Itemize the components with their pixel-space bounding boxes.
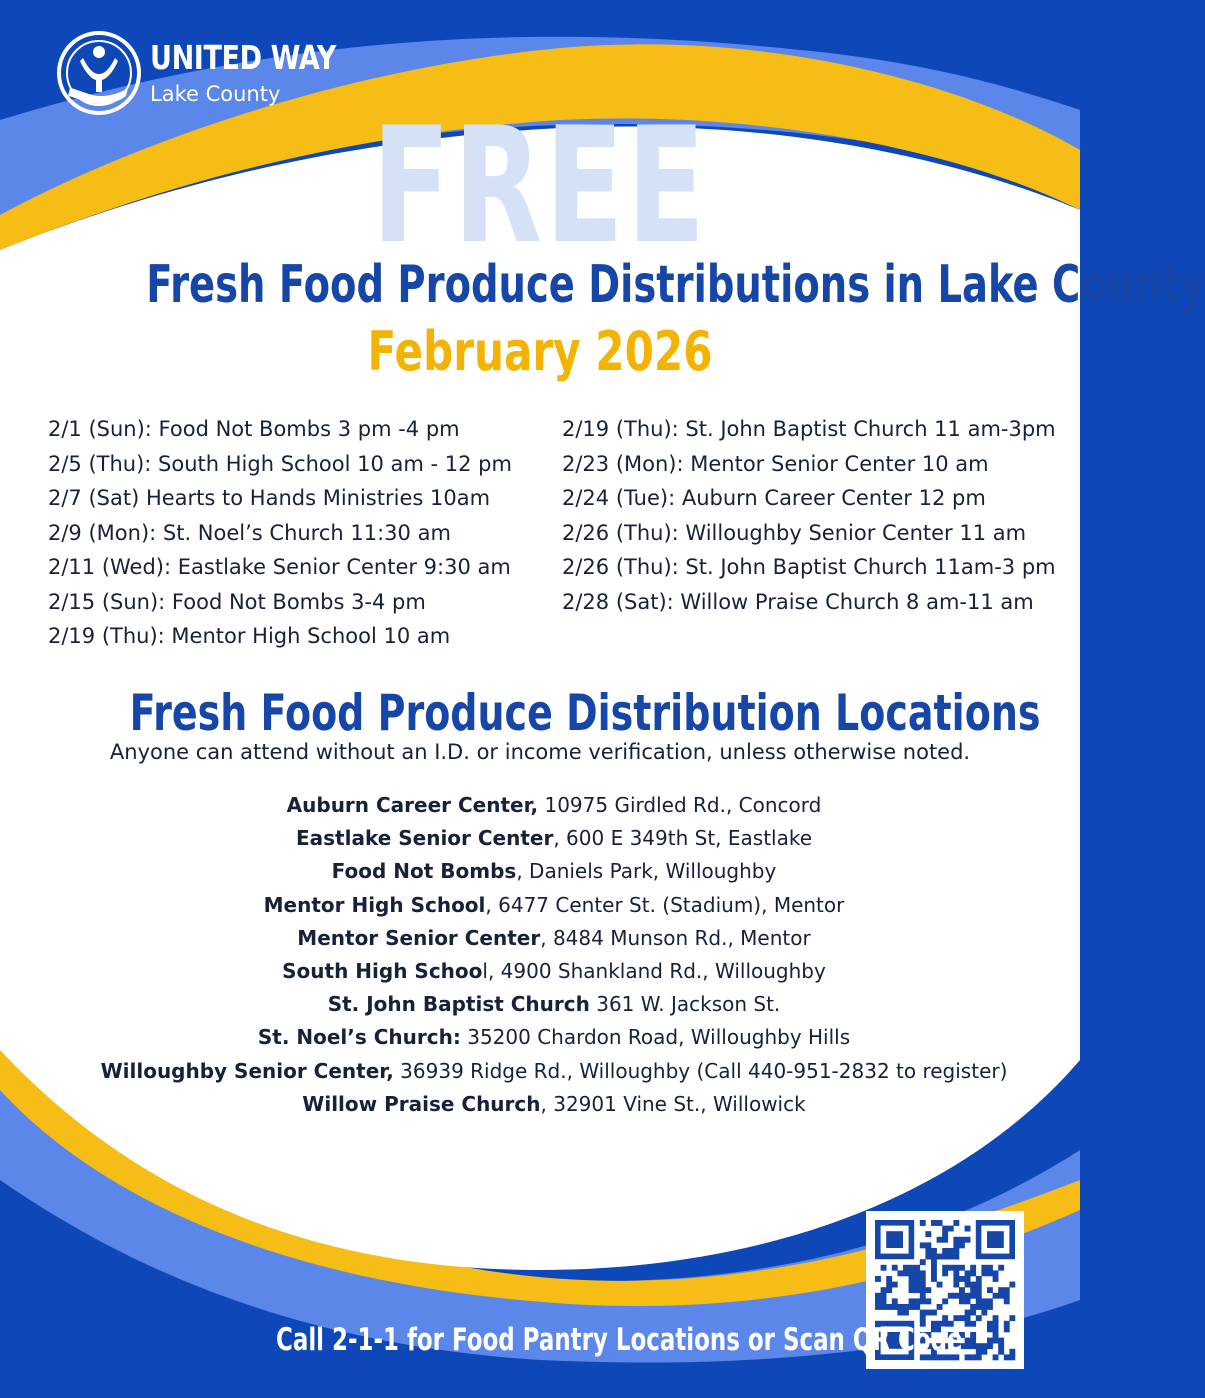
schedule-item: 2/26 (Thu): Willoughby Senior Center 11 am	[562, 520, 1027, 545]
location-item	[0, 1021, 1108, 1054]
schedule-left-column	[48, 412, 512, 654]
location-address: 10975 Girdled Rd., Concord	[538, 793, 822, 817]
location-address: , 8484 Munson Rd., Mentor	[540, 925, 811, 950]
schedule-item: 2/9 (Mon): St. Noel’s Church 11:30 am	[48, 520, 451, 545]
location-item	[0, 922, 1108, 955]
free-watermark-text: FREE	[371, 92, 709, 279]
schedule-item: 2/28 (Sat): Willow Praise Church 8 am-11 am	[562, 589, 1034, 614]
location-address: , 600 E 349th St, Eastlake	[553, 826, 813, 851]
location-name: St. John Baptist Church	[327, 992, 590, 1017]
locations-title: Fresh Food Produce Distribution Locations	[129, 684, 1041, 742]
schedule-item: 2/19 (Thu): St. John Baptist Church 11 am-3pm	[562, 417, 1056, 441]
schedule-item: 2/11 (Wed): Eastlake Senior Center 9:30 am	[48, 555, 511, 579]
location-item	[0, 1055, 1108, 1088]
location-item	[0, 889, 1108, 922]
united-way-hand-person-icon	[56, 30, 146, 120]
location-item	[0, 822, 1108, 855]
location-name: Mentor Senior Center	[297, 925, 541, 950]
footer-call-to-action: Call 2-1-1 for Food Pantry Locations or Scan QR Code	[276, 1322, 963, 1358]
location-name: Willoughby Senior Center,	[100, 1058, 394, 1083]
location-name: Eastlake Senior Center	[295, 826, 554, 851]
location-name: South High Schoo	[282, 959, 483, 984]
location-item	[0, 988, 1108, 1021]
location-name: Mentor High School	[263, 892, 486, 917]
location-name: Auburn Career Center,	[286, 793, 539, 817]
location-address: , 6477 Center St. (Stadium), Mentor	[485, 892, 845, 917]
schedule-item: 2/5 (Thu): South High School 10 am - 12 pm	[48, 451, 512, 476]
location-address: , Daniels Park, Willoughby	[516, 859, 777, 884]
schedule-item: 2/26 (Thu): St. John Baptist Church 11am-3 pm	[562, 555, 1056, 579]
schedule-item: 2/23 (Mon): Mentor Senior Center 10 am	[562, 451, 989, 476]
location-name: Willow Praise Church	[302, 1091, 541, 1116]
location-name: St. Noel’s Church:	[257, 1025, 461, 1050]
location-address: 36939 Ridge Rd., Willoughby (Call 440-951-2832 to register)	[393, 1058, 1008, 1083]
schedule-right-column	[562, 412, 1056, 619]
location-address: l, 4900 Shankland Rd., Willoughby	[482, 959, 826, 984]
month-title: February 2026	[367, 320, 713, 383]
page-title: Fresh Food Produce Distributions in Lake County	[146, 255, 1205, 315]
schedule-item: 2/7 (Sat) Hearts to Hands Ministries 10am	[48, 486, 491, 510]
schedule-item: 2/1 (Sun): Food Not Bombs 3 pm -4 pm	[48, 417, 460, 441]
logo-subtitle: Lake County	[150, 82, 281, 106]
location-address: , 32901 Vine St., Willowick	[540, 1091, 806, 1116]
logo-title: UNITED WAY	[150, 38, 336, 77]
schedule-item: 2/19 (Thu): Mentor High School 10 am	[48, 624, 451, 648]
united-way-logo	[56, 30, 146, 125]
location-item	[0, 1088, 1108, 1121]
location-name: Food Not Bombs	[331, 859, 517, 884]
locations-list	[0, 789, 1108, 1121]
schedule-item: 2/24 (Tue): Auburn Career Center 12 pm	[562, 486, 986, 510]
locations-note: Anyone can attend without an I.D. or income verification, unless otherwise noted.	[109, 740, 971, 764]
location-item	[0, 789, 1108, 822]
location-address: 35200 Chardon Road, Willoughby Hills	[460, 1025, 851, 1050]
location-item	[0, 955, 1108, 988]
schedule-item: 2/15 (Sun): Food Not Bombs 3-4 pm	[48, 589, 426, 614]
location-address: 361 W. Jackson St.	[589, 992, 781, 1017]
location-item	[0, 855, 1108, 888]
